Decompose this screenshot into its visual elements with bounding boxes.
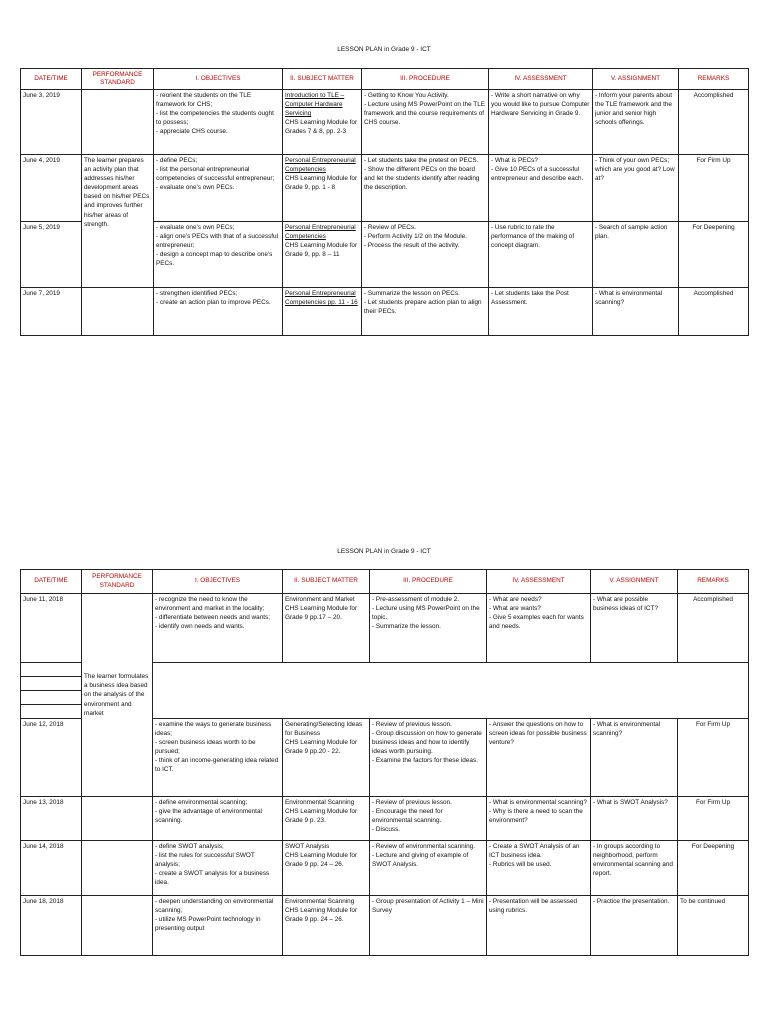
date-cell: June 4, 2019 — [21, 155, 82, 222]
objectives-cell: - examine the ways to generate business ideas; - screen business ideas worth to be pursued; - think of an income-generating idea related to ICT. — [153, 719, 283, 797]
procedure-cell: - Review of environmental scanning. - Lecture and giving of example of SWOT Analysis. — [370, 841, 487, 896]
subject-module: CHS Learning Module for Grade 9, pp. 8 – 11 — [285, 242, 358, 259]
assessment-cell: - Use rubric to rate the performance of the making of concept diagram. — [489, 222, 593, 288]
objectives-cell: - define SWOT analysis; - list the rules for successful SWOT analysis; - create a SWOT analysis for a business idea. — [153, 841, 283, 896]
remarks-cell: For Firm Up — [679, 155, 749, 222]
assessment-cell: - What is PECs? - Give 10 PECs of a successful entrepreneur and describe each. — [489, 155, 593, 222]
header-assessment: IV. ASSESSMENT — [487, 570, 591, 594]
assignment-cell: - Inform your parents about the TLE framework and the junior and senior high schools offerings. — [593, 90, 679, 155]
objectives-cell: - define PECs; - list the personal entrepreneurial competencies of successful entrepreneur; - evaluate one's own PECs. — [154, 155, 283, 222]
assessment-cell: - What is environmental scanning? - Why is there a need to scan the environment? — [487, 797, 591, 841]
lesson-plan-table-2 — [20, 569, 749, 956]
assignment-cell: - What are possible business ideas of ICT? — [591, 594, 678, 663]
table-row — [21, 896, 749, 956]
subject-title: Personal Entrepreneurial Competencies — [285, 157, 356, 174]
header-subject-matter: II. SUBJECT MATTER — [283, 570, 370, 594]
date-cell: June 13, 2018 — [21, 797, 82, 841]
header-remarks: REMARKS — [678, 570, 749, 594]
spacer-cell — [21, 691, 82, 705]
subject-matter-cell — [283, 288, 362, 336]
header-performance-standard: PERFORMANCE STANDARD — [82, 570, 153, 594]
subject-module: CHS Learning Module for Grades 7 & 8, pp. 2-3 — [285, 119, 358, 136]
assignment-cell: - What is environmental scanning? — [593, 288, 679, 336]
objectives-cell: - define environmental scanning; - give the advantage of environmental scanning. — [153, 797, 283, 841]
header-row — [21, 69, 749, 90]
assignment-cell: - In groups according to neighborhood, perform environmental scanning and report. — [591, 841, 678, 896]
procedure-cell: - Group presentation of Activity 1 – Mini Survey — [370, 896, 487, 956]
spacer-cell — [21, 705, 82, 719]
lesson-plan-title-2: LESSON PLAN in Grade 9 - ICT — [337, 548, 431, 555]
procedure-cell: - Review of PECs. - Perform Activity 1/2 on the Module. - Process the result of the activity. — [362, 222, 489, 288]
assessment-cell: - What are needs? - What are wants? - Give 5 examples each for wants and needs. — [487, 594, 591, 663]
spacer-block — [153, 663, 749, 719]
table-row — [21, 155, 749, 222]
performance-standard-cell-empty — [82, 797, 153, 841]
subject-matter-cell — [283, 222, 362, 288]
assignment-cell: - Think of your own PECs; which are you good at? Low at? — [593, 155, 679, 222]
objectives-cell: - evaluate one's own PECs; - align one's PECs with that of a successful entrepreneur; - design a concept map to describe one's PECs. — [154, 222, 283, 288]
objectives-cell: - recognize the need to know the environment and market in the locality; - differentiate between needs and wants; - identify own needs and wants. — [153, 594, 283, 663]
procedure-cell: - Getting to Know You Activity. - Lecture using MS PowerPoint on the TLE framework and the course requirements of CHS course. — [362, 90, 489, 155]
header-remarks: REMARKS — [679, 69, 749, 90]
remarks-cell: For Firm Up — [678, 797, 749, 841]
header-assignment: V. ASSIGNMENT — [593, 69, 679, 90]
subject-matter-cell — [283, 90, 362, 155]
performance-standard-cell: The learner formulates a business idea based on the analysis of the environment and market — [82, 594, 153, 797]
table-row — [21, 797, 749, 841]
procedure-cell: - Summarize the lesson on PECs. - Let students prepare action plan to align their PECs. — [362, 288, 489, 336]
subject-title: Personal Entrepreneurial Competencies pp. 11 - 16 — [285, 290, 358, 307]
assignment-cell: - What is environmental scanning? — [591, 719, 678, 797]
date-cell: June 5, 2019 — [21, 222, 82, 288]
header-date: DATE/TIME — [21, 69, 82, 90]
subject-matter-cell: Environmental Scanning CHS Learning Module for Grade 9 p. 23. — [283, 797, 370, 841]
assessment-cell: - Create a SWOT Analysis of an ICT business idea. - Rubrics will be used. — [487, 841, 591, 896]
remarks-cell: To be continued — [678, 896, 749, 956]
header-procedure: III. PROCEDURE — [362, 69, 489, 90]
header-performance-standard: PERFORMANCE STANDARD — [82, 69, 154, 90]
subject-matter-cell: Environmental Scanning CHS Learning Module for Grade 9 pp. 24 – 26. — [283, 896, 370, 956]
subject-title: Personal Entrepreneurial Competencies — [285, 224, 356, 241]
remarks-cell: Accomplished — [679, 90, 749, 155]
header-assignment: V. ASSIGNMENT — [591, 570, 678, 594]
header-assessment: IV. ASSESSMENT — [489, 69, 593, 90]
remarks-cell: Accomplished — [679, 288, 749, 336]
subject-title: Introduction to TLE – Computer Hardware Servicing — [285, 92, 345, 118]
table-row — [21, 841, 749, 896]
assignment-cell: - What is SWOT Analysis? — [591, 797, 678, 841]
header-row — [21, 570, 749, 594]
header-objectives: I. OBJECTIVES — [154, 69, 283, 90]
objectives-cell: - reorient the students on the TLE framework for CHS; - list the competencies the students ought to possess; - appreciate CHS course. — [154, 90, 283, 155]
procedure-cell: - Review of previous lesson. - Group discussion on how to generate business ideas and how to identify ideas worth pursuing. - Examine the factors for these ideas. — [370, 719, 487, 797]
lesson-plan-table-1 — [20, 68, 749, 336]
assignment-cell: - Practice the presentation. — [591, 896, 678, 956]
table-row — [21, 90, 749, 155]
table-row — [21, 594, 749, 663]
date-cell: June 12, 2018 — [21, 719, 82, 797]
performance-standard-cell-empty — [82, 288, 154, 336]
date-cell: June 7, 2019 — [21, 288, 82, 336]
header-procedure: III. PROCEDURE — [370, 570, 487, 594]
performance-standard-cell-empty — [82, 841, 153, 896]
subject-matter-cell — [283, 155, 362, 222]
remarks-cell: Accomplished — [678, 594, 749, 663]
procedure-cell: - Let students take the pretest on PECS. - Show the different PECs on the board and let the students identify after reading the description. — [362, 155, 489, 222]
objectives-cell: - deepen understanding on environmental scanning; - utilize MS PowerPoint technology in presenting output — [153, 896, 283, 956]
performance-standard-cell-empty — [82, 896, 153, 956]
assessment-cell: - Let students take the Post Assessment. — [489, 288, 593, 336]
remarks-cell: For Deepening — [678, 841, 749, 896]
date-cell: June 3, 2019 — [21, 90, 82, 155]
assessment-cell: - Answer the questions on how to screen ideas for possible business venture? — [487, 719, 591, 797]
performance-standard-cell-empty — [82, 90, 154, 155]
header-subject-matter: II. SUBJECT MATTER — [283, 69, 362, 90]
remarks-cell: For Deepening — [679, 222, 749, 288]
performance-standard-cell: The learner prepares an activity plan that addresses his/her development areas based on his/her PECs and improves further his/her areas of strength. — [82, 155, 154, 288]
date-cell: June 18, 2018 — [21, 896, 82, 956]
remarks-cell: For Firm Up — [678, 719, 749, 797]
assignment-cell: - Search of sample action plan. — [593, 222, 679, 288]
subject-matter-cell: Environment and Market CHS Learning Module for Grade 9 pp.17 – 20. — [283, 594, 370, 663]
date-cell: June 11, 2018 — [21, 594, 82, 663]
procedure-cell: - Review of previous lesson. - Encourage the need for environmental scanning. - Discuss. — [370, 797, 487, 841]
header-date: DATE/TIME — [21, 570, 82, 594]
subject-module: CHS Learning Module for Grade 9, pp. 1 - 8 — [285, 175, 358, 192]
table-row — [21, 288, 749, 336]
objectives-cell: - strengthen identified PECs; - create an action plan to improve PECs. — [154, 288, 283, 336]
spacer-cell — [21, 663, 82, 677]
subject-matter-cell: Generating/Selecting Ideas for Business CHS Learning Module for Grade 9 pp.20 - 22. — [283, 719, 370, 797]
lesson-plan-title-1: LESSON PLAN in Grade 9 - ICT — [337, 46, 431, 53]
header-objectives: I. OBJECTIVES — [153, 570, 283, 594]
procedure-cell: - Pre-assessment of module 2. - Lecture using MS PowerPoint on the topic. - Summarize the lesson. — [370, 594, 487, 663]
spacer-cell — [21, 677, 82, 691]
date-cell: June 14, 2018 — [21, 841, 82, 896]
assessment-cell: - Write a short narrative on why you would like to pursue Computer Hardware Servicing in Grade 9. — [489, 90, 593, 155]
assessment-cell: - Presentation will be assessed using rubrics. — [487, 896, 591, 956]
subject-matter-cell: SWOT Analysis CHS Learning Module for Grade 9 pp. 24 – 26. — [283, 841, 370, 896]
